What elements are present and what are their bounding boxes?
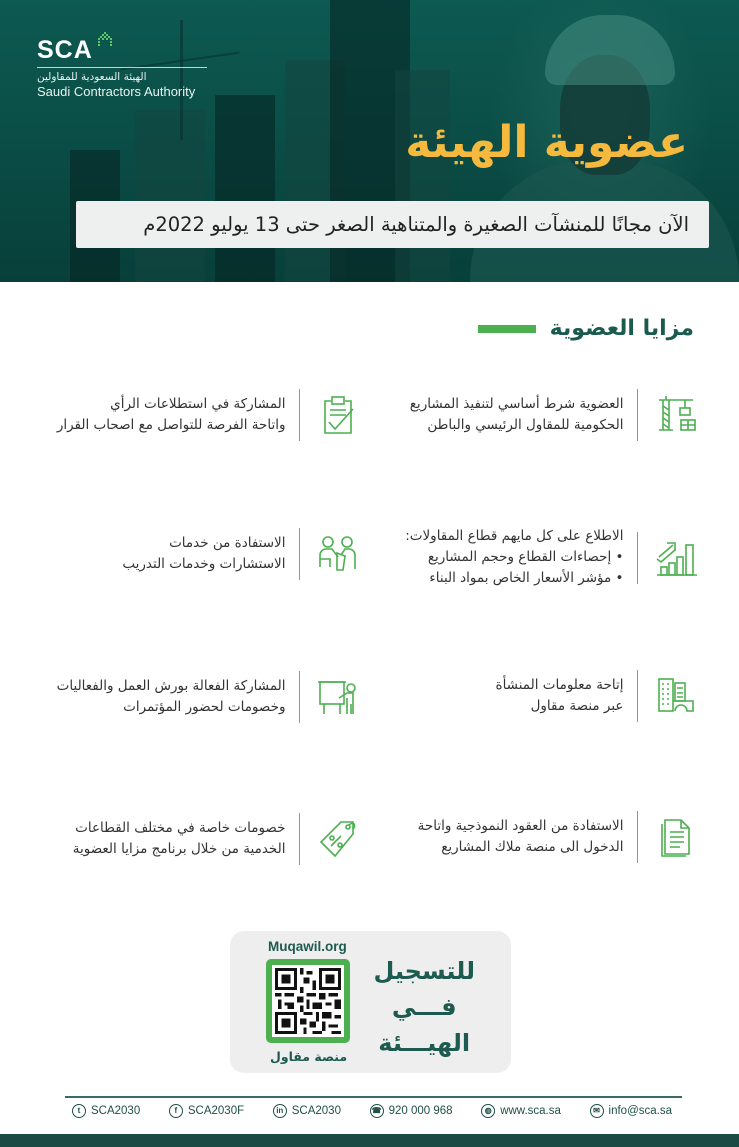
benefit-line: الاستفادة من خدمات <box>169 535 286 551</box>
footer-label: SCA2030 <box>91 1105 141 1117</box>
platform-label: منصة مقاول <box>270 1049 348 1064</box>
benefit-text <box>496 675 624 717</box>
logo-divider <box>37 67 207 68</box>
benefit-text <box>405 526 623 589</box>
crane-icon <box>651 390 701 440</box>
sca-logo <box>37 36 207 99</box>
benefits-heading <box>478 316 694 341</box>
benefit-bullet: • إحصاءات القطاع وحجم المشاريع <box>405 547 623 568</box>
benefit-item <box>496 670 702 722</box>
divider-line <box>637 811 639 863</box>
footer-divider <box>65 1096 682 1098</box>
benefit-line: المشاركة الفعالة بورش العمل والفعاليات <box>56 678 286 694</box>
promo-banner <box>76 201 709 248</box>
footer-label: SCA2030 <box>291 1105 341 1117</box>
consultation-icon <box>313 529 363 579</box>
benefit-text <box>418 816 624 858</box>
benefit-text <box>57 676 286 718</box>
benefit-bullet: • مؤشر الأسعار الخاص بمواد البناء <box>405 568 623 589</box>
qr-code-icon <box>275 968 341 1034</box>
benefit-item <box>405 526 701 589</box>
benefit-text <box>122 533 285 575</box>
divider-line <box>299 389 301 441</box>
cta-line: الهيـــئة <box>378 1029 471 1057</box>
benefit-line: المشاركة في استطلاعات الرأي <box>110 396 286 412</box>
page-title: عضوية الهيئة <box>405 117 688 168</box>
background-building <box>215 95 275 282</box>
benefit-line: الاستفادة من العقود النموذجية واتاحة <box>417 818 624 834</box>
logo-abbr: SCA <box>37 36 93 64</box>
benefit-line: واتاحة الفرصة للتواصل مع اصحاب القرار <box>56 417 286 433</box>
footer-label: www.sca.sa <box>500 1105 561 1117</box>
benefit-line: الدخول الى منصة ملاك المشاريع <box>441 839 624 855</box>
globe-icon: ◍ <box>481 1104 495 1118</box>
cta-line: فـــي <box>391 993 457 1021</box>
facebook-icon: f <box>169 1104 183 1118</box>
benefit-text <box>410 394 624 436</box>
qr-code[interactable] <box>266 959 350 1043</box>
logo-name-english: Saudi Contractors Authority <box>37 84 196 99</box>
logo-mark-icon <box>95 32 117 48</box>
benefit-item <box>57 389 363 441</box>
clipboard-check-icon <box>313 390 363 440</box>
benefit-line: الخدمية من خلال برنامج مزايا العضوية <box>72 841 286 857</box>
benefit-line: الحكومية للمقاول الرئيسي والباطن <box>427 417 624 433</box>
benefits-title: مزايا العضوية <box>549 316 694 341</box>
divider-line <box>637 532 639 584</box>
benefit-item <box>410 389 701 441</box>
benefit-line: خصومات خاصة في مختلف القطاعات <box>75 820 286 836</box>
background-building <box>135 110 205 282</box>
benefit-bullets <box>405 547 623 589</box>
presentation-board-icon <box>313 672 363 722</box>
divider-line <box>299 813 301 865</box>
register-card <box>230 931 511 1073</box>
divider-line <box>637 389 639 441</box>
website-link[interactable] <box>481 1104 561 1118</box>
bottom-bar <box>0 1134 739 1147</box>
benefit-line: الاستشارات وخدمات التدريب <box>122 556 286 572</box>
footer-label: 920 000 968 <box>388 1105 453 1117</box>
facebook-link[interactable] <box>169 1104 244 1118</box>
divider-line <box>637 670 639 722</box>
twitter-icon: t <box>72 1104 86 1118</box>
hero-banner <box>0 0 739 282</box>
divider-line <box>299 671 301 723</box>
benefit-line: إتاحة معلومات المنشأة <box>495 677 624 693</box>
hard-hat <box>545 15 675 85</box>
twitter-link[interactable] <box>72 1104 140 1118</box>
phone-link[interactable] <box>370 1104 453 1118</box>
benefit-item <box>418 811 701 863</box>
buildings-icon <box>651 671 701 721</box>
register-cta <box>373 953 475 1061</box>
benefit-text <box>57 394 286 436</box>
benefit-line: العضوية شرط أساسي لتنفيذ المشاريع <box>409 396 624 412</box>
linkedin-link[interactable] <box>273 1104 341 1118</box>
footer-contacts <box>72 1104 672 1118</box>
heading-accent-bar <box>478 325 536 333</box>
footer-label: SCA2030F <box>187 1105 245 1117</box>
background-building <box>395 70 450 282</box>
benefit-line: عبر منصة مقاول <box>530 698 624 714</box>
phone-icon: ☎ <box>370 1104 384 1118</box>
linkedin-icon: in <box>273 1104 287 1118</box>
muqawil-link[interactable]: Muqawil.org <box>268 939 347 954</box>
benefit-text <box>73 818 286 860</box>
document-icon <box>651 812 701 862</box>
benefit-item <box>73 813 363 865</box>
email-icon: ✉ <box>590 1104 604 1118</box>
promo-text: الآن مجانًا للمنشآت الصغيرة والمتناهية الصغر حتى 13 يوليو 2022م <box>143 213 689 236</box>
cta-line: للتسجيل <box>373 957 475 985</box>
logo-name-arabic: الهيئة السعودية للمقاولين <box>37 71 147 83</box>
benefit-line: الاطلاع على كل مايهم قطاع المقاولات: <box>405 528 624 544</box>
benefit-item <box>57 671 363 723</box>
footer-label: info@sca.sa <box>608 1105 672 1117</box>
benefit-item <box>122 528 363 580</box>
email-link[interactable] <box>590 1104 672 1118</box>
divider-line <box>299 528 301 580</box>
growth-chart-icon <box>651 533 701 583</box>
benefit-line: وخصومات لحضور المؤتمرات <box>123 699 286 715</box>
discount-tag-icon <box>313 814 363 864</box>
